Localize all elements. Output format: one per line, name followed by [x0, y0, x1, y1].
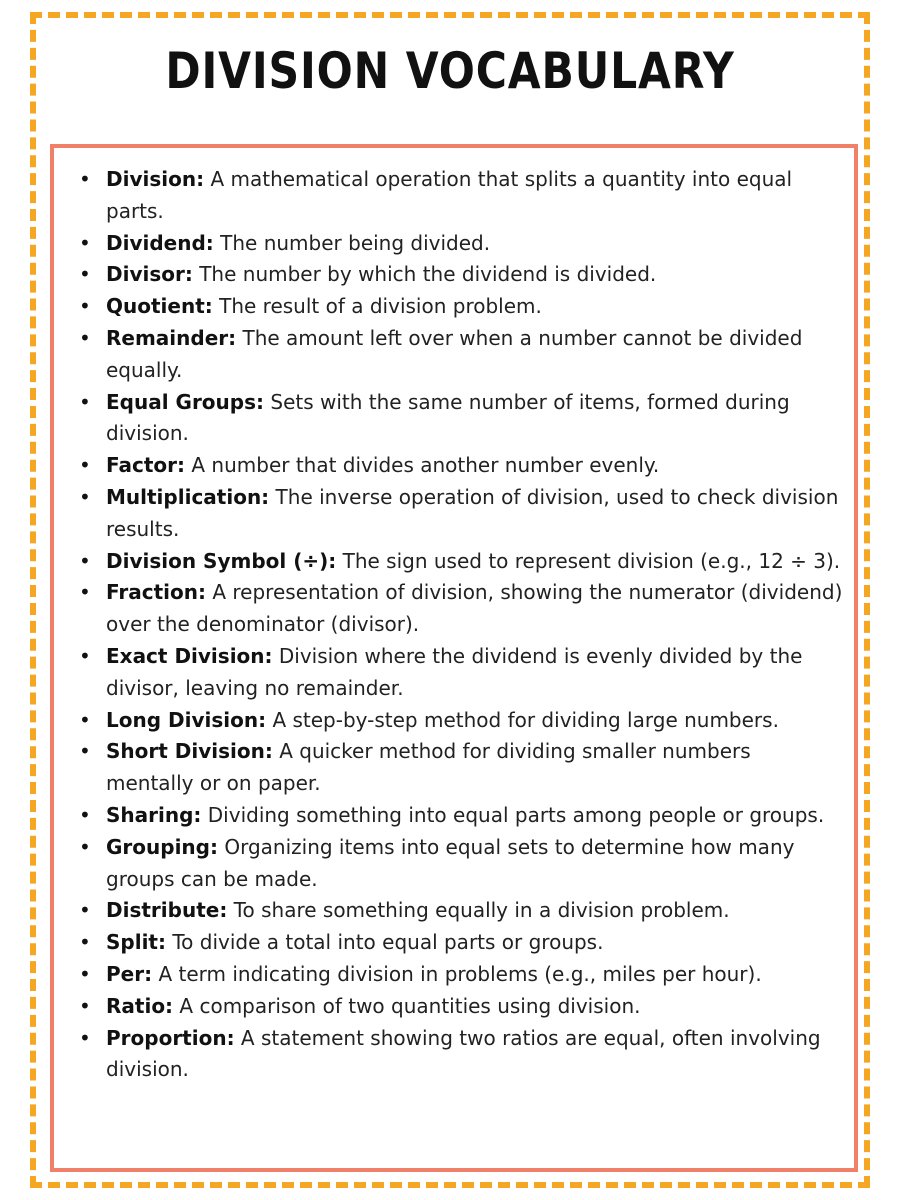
vocab-definition: Organizing items into equal sets to determine how many groups can be made.	[106, 834, 795, 891]
vocab-term: Division:	[106, 167, 205, 191]
vocab-item	[79, 927, 844, 959]
vocab-definition: Sets with the same number of items, formed during division.	[106, 389, 790, 446]
vocab-term: Short Division:	[106, 739, 273, 764]
vocab-definition: A step-by-step method for dividing large numbers.	[266, 707, 779, 732]
vocab-item	[79, 450, 844, 482]
vocab-item	[79, 482, 844, 546]
vocab-term: Grouping:	[106, 834, 218, 859]
vocab-term: Equal Groups:	[106, 389, 265, 414]
vocab-term: Sharing:	[106, 802, 202, 827]
vocab-item	[79, 323, 844, 387]
bullet-icon: •	[79, 325, 91, 350]
vocab-item	[79, 387, 844, 451]
vocab-term: Ratio:	[106, 993, 174, 1018]
bullet-icon: •	[79, 834, 91, 859]
vocab-item	[79, 959, 844, 991]
vocab-term: Distribute:	[106, 898, 228, 923]
vocab-term: Per:	[106, 961, 153, 986]
bullet-icon: •	[79, 389, 91, 414]
vocab-item	[79, 832, 844, 896]
vocab-item	[79, 259, 844, 291]
bullet-icon: •	[79, 898, 91, 923]
vocab-definition: The sign used to represent division (e.g., 12 ÷ 3).	[336, 548, 841, 573]
vocab-definition: A mathematical operation that splits a quantity into equal parts.	[106, 167, 793, 223]
vocab-term: Dividend:	[106, 230, 214, 255]
bullet-icon: •	[79, 230, 91, 255]
vocab-term: Split:	[106, 930, 166, 955]
bullet-icon: •	[79, 262, 91, 287]
bullet-icon: •	[79, 453, 91, 478]
vocab-term: Divisor:	[106, 262, 193, 287]
bullet-icon: •	[79, 643, 91, 668]
vocab-definition: To divide a total into equal parts or groups.	[166, 930, 604, 955]
bullet-icon: •	[79, 294, 91, 319]
vocabulary-list	[79, 164, 844, 1086]
vocab-definition: A quicker method for dividing smaller numbers mentally or on paper.	[106, 739, 751, 796]
vocab-definition: Dividing something into equal parts among people or groups.	[201, 802, 825, 827]
vocab-definition: A representation of division, showing the numerator (dividend) over the denominator (divisor).	[106, 580, 843, 637]
vocab-item	[79, 291, 844, 323]
bullet-icon: •	[79, 484, 91, 509]
vocab-term: Quotient:	[106, 294, 213, 319]
vocab-definition: To share something equally in a division problem.	[227, 898, 730, 923]
bullet-icon: •	[79, 930, 91, 955]
vocab-term: Exact Division:	[106, 643, 273, 668]
vocab-item	[79, 991, 844, 1023]
vocab-definition: The inverse operation of division, used to check division results.	[106, 484, 839, 541]
vocab-definition: The number being divided.	[213, 230, 491, 255]
vocab-definition: The result of a division problem.	[212, 294, 542, 319]
vocab-definition: A number that divides another number evenly.	[185, 453, 660, 478]
vocab-item	[79, 577, 844, 641]
vocab-item	[79, 1023, 844, 1087]
bullet-icon: •	[79, 580, 91, 605]
vocab-item	[79, 895, 844, 927]
vocab-term: Fraction:	[106, 580, 206, 605]
bullet-icon: •	[79, 707, 91, 732]
vocab-item	[79, 546, 844, 578]
vocab-definition: Division where the dividend is evenly divided by the divisor, leaving no remainder.	[106, 643, 803, 700]
vocab-definition: A comparison of two quantities using division.	[173, 993, 641, 1018]
bullet-icon: •	[79, 961, 91, 986]
vocab-term: Remainder:	[106, 325, 237, 350]
bullet-icon: •	[79, 993, 91, 1018]
vocab-item	[79, 164, 844, 228]
vocab-definition: The number by which the dividend is divided.	[192, 262, 657, 287]
vocab-item	[79, 228, 844, 260]
vocab-term: Proportion:	[106, 1025, 235, 1050]
vocab-term: Long Division:	[106, 707, 267, 732]
bullet-icon: •	[79, 167, 91, 191]
vocab-item	[79, 705, 844, 737]
vocab-definition: The amount left over when a number cannot be divided equally.	[106, 325, 803, 382]
vocab-definition: A statement showing two ratios are equal, often involving division.	[106, 1025, 821, 1082]
page-title: DIVISION VOCABULARY	[165, 42, 735, 100]
bullet-icon: •	[79, 739, 91, 764]
vocab-term: Multiplication:	[106, 484, 270, 509]
bullet-icon: •	[79, 1025, 91, 1050]
vocab-item	[79, 736, 844, 800]
vocab-term: Division Symbol (÷):	[106, 548, 337, 573]
vocab-item	[79, 641, 844, 705]
vocab-item	[79, 800, 844, 832]
vocabulary-box	[50, 144, 858, 1172]
bullet-icon: •	[79, 548, 91, 573]
vocab-term: Factor:	[106, 453, 186, 478]
vocab-definition: A term indicating division in problems (e.g., miles per hour).	[152, 961, 762, 986]
bullet-icon: •	[79, 802, 91, 827]
